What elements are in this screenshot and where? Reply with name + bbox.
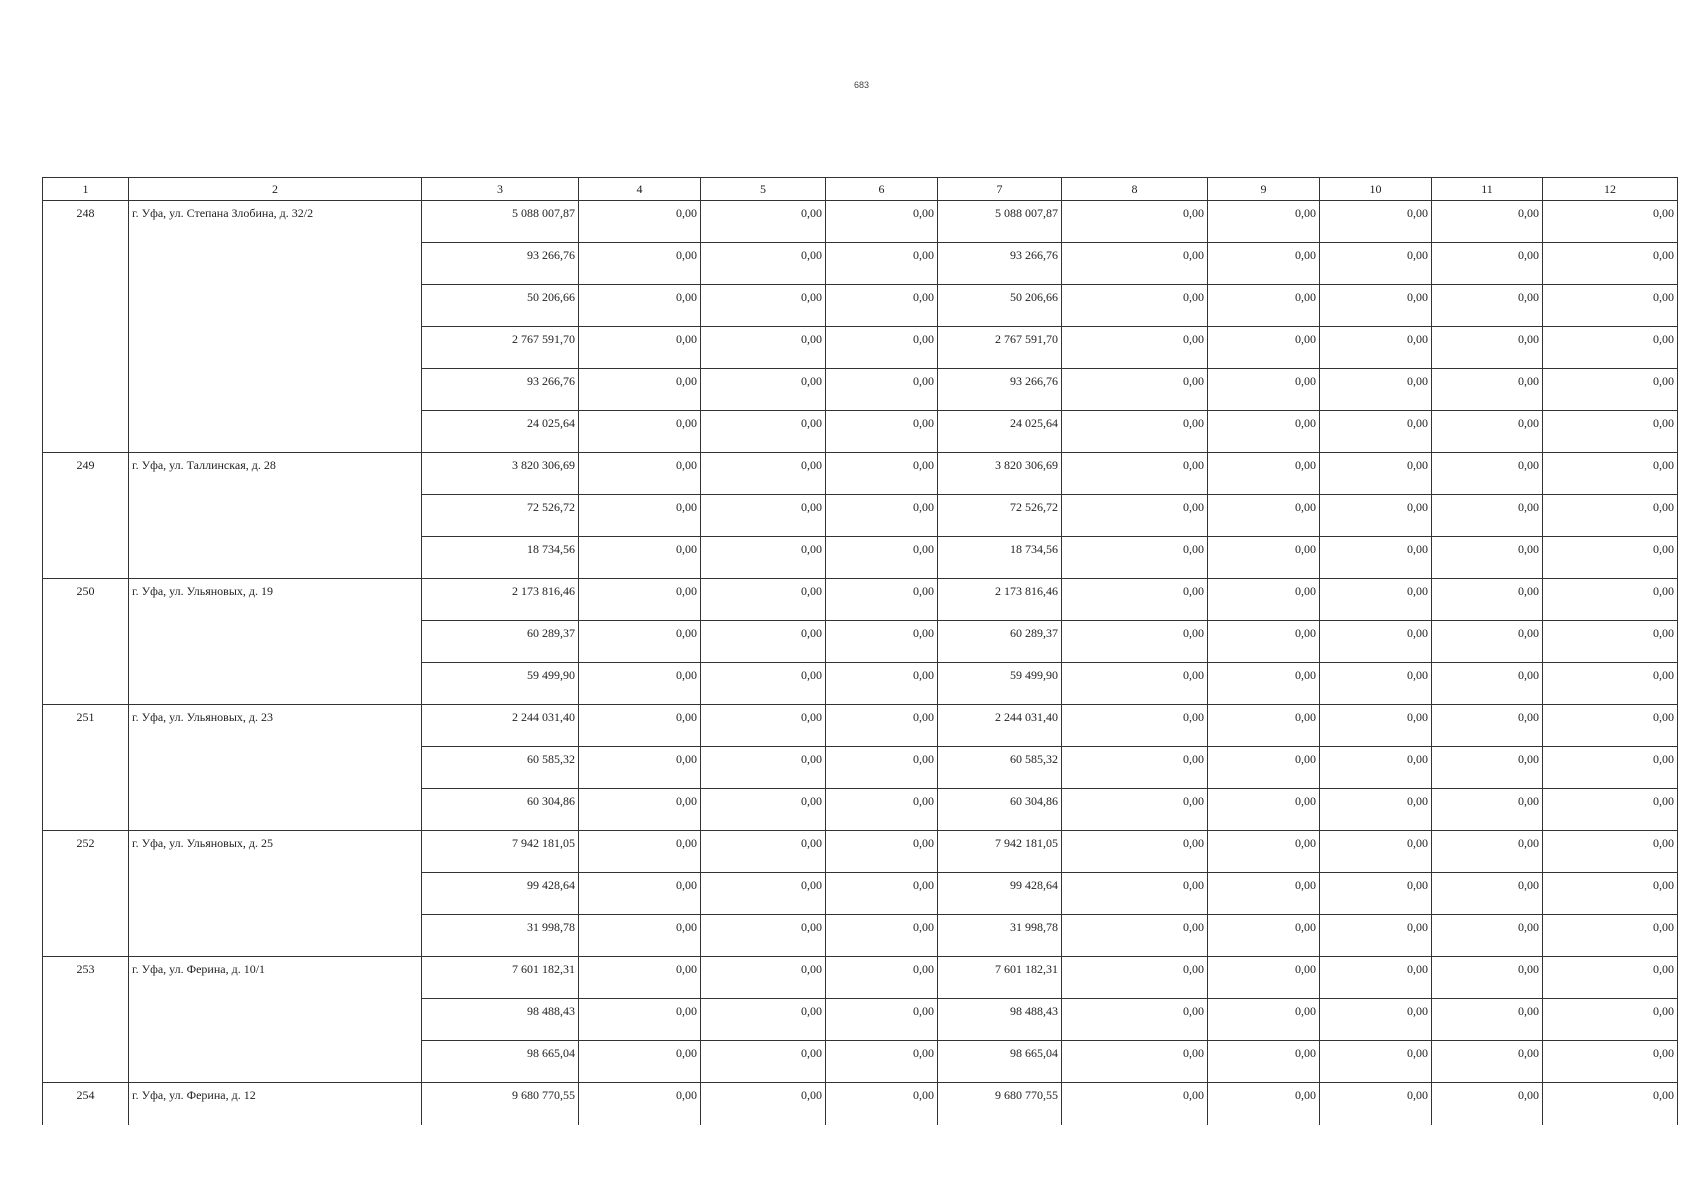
value-cell: 0,00 xyxy=(1432,957,1543,999)
value-cell: 0,00 xyxy=(1543,789,1678,831)
row-number: 249 xyxy=(43,453,129,579)
value-cell: 9 680 770,55 xyxy=(938,1083,1062,1125)
value-cell: 93 266,76 xyxy=(422,243,579,285)
value-cell: 0,00 xyxy=(1062,1041,1208,1083)
value-cell: 0,00 xyxy=(1062,915,1208,957)
value-cell: 0,00 xyxy=(1320,621,1432,663)
value-cell: 0,00 xyxy=(1062,201,1208,243)
value-cell: 93 266,76 xyxy=(938,369,1062,411)
value-cell: 0,00 xyxy=(1320,453,1432,495)
value-cell: 0,00 xyxy=(1320,285,1432,327)
value-cell: 93 266,76 xyxy=(938,243,1062,285)
value-cell: 0,00 xyxy=(1062,957,1208,999)
value-cell: 5 088 007,87 xyxy=(938,201,1062,243)
value-cell: 0,00 xyxy=(1208,747,1320,789)
value-cell: 0,00 xyxy=(1208,579,1320,621)
value-cell: 50 206,66 xyxy=(422,285,579,327)
value-cell: 0,00 xyxy=(1320,999,1432,1041)
value-cell: 0,00 xyxy=(1432,621,1543,663)
value-cell: 0,00 xyxy=(1062,453,1208,495)
value-cell: 0,00 xyxy=(1062,369,1208,411)
value-cell: 0,00 xyxy=(1062,789,1208,831)
address-cell: г. Уфа, ул. Степана Злобина, д. 32/2 xyxy=(129,201,422,453)
value-cell: 0,00 xyxy=(579,327,701,369)
value-cell: 0,00 xyxy=(701,831,826,873)
value-cell: 0,00 xyxy=(1208,201,1320,243)
value-cell: 0,00 xyxy=(1432,747,1543,789)
value-cell: 0,00 xyxy=(579,915,701,957)
table-row xyxy=(43,831,1678,873)
value-cell: 0,00 xyxy=(1432,789,1543,831)
value-cell: 0,00 xyxy=(1543,999,1678,1041)
value-cell: 0,00 xyxy=(826,663,938,705)
value-cell: 0,00 xyxy=(826,369,938,411)
value-cell: 0,00 xyxy=(1432,999,1543,1041)
value-cell: 0,00 xyxy=(1432,705,1543,747)
value-cell: 0,00 xyxy=(1320,705,1432,747)
value-cell: 0,00 xyxy=(1320,243,1432,285)
value-cell: 0,00 xyxy=(1543,495,1678,537)
value-cell: 0,00 xyxy=(1543,705,1678,747)
value-cell: 0,00 xyxy=(1543,747,1678,789)
value-cell: 0,00 xyxy=(826,705,938,747)
value-cell: 0,00 xyxy=(701,789,826,831)
value-cell: 0,00 xyxy=(1208,495,1320,537)
column-header: 3 xyxy=(422,178,579,201)
value-cell: 7 601 182,31 xyxy=(938,957,1062,999)
value-cell: 0,00 xyxy=(701,747,826,789)
value-cell: 0,00 xyxy=(1432,873,1543,915)
value-cell: 0,00 xyxy=(1062,663,1208,705)
value-cell: 0,00 xyxy=(1543,831,1678,873)
column-header: 5 xyxy=(701,178,826,201)
value-cell: 0,00 xyxy=(1432,537,1543,579)
value-cell: 0,00 xyxy=(826,1041,938,1083)
value-cell: 0,00 xyxy=(826,537,938,579)
value-cell: 0,00 xyxy=(579,789,701,831)
value-cell: 0,00 xyxy=(1320,327,1432,369)
value-cell: 0,00 xyxy=(1208,369,1320,411)
value-cell: 3 820 306,69 xyxy=(938,453,1062,495)
value-cell: 0,00 xyxy=(1208,789,1320,831)
value-cell: 60 289,37 xyxy=(422,621,579,663)
value-cell: 0,00 xyxy=(579,579,701,621)
value-cell: 0,00 xyxy=(701,453,826,495)
row-number: 251 xyxy=(43,705,129,831)
table-row xyxy=(43,705,1678,747)
value-cell: 0,00 xyxy=(701,243,826,285)
address-cell: г. Уфа, ул. Ферина, д. 12 xyxy=(129,1083,422,1125)
value-cell: 0,00 xyxy=(701,873,826,915)
table-row xyxy=(43,957,1678,999)
value-cell: 0,00 xyxy=(1062,1083,1208,1125)
value-cell: 18 734,56 xyxy=(938,537,1062,579)
header-row xyxy=(43,178,1678,201)
data-table xyxy=(42,177,1678,1125)
value-cell: 2 244 031,40 xyxy=(938,705,1062,747)
value-cell: 0,00 xyxy=(579,873,701,915)
value-cell: 0,00 xyxy=(579,411,701,453)
value-cell: 0,00 xyxy=(701,1083,826,1125)
value-cell: 0,00 xyxy=(1320,537,1432,579)
value-cell: 0,00 xyxy=(1432,201,1543,243)
address-cell: г. Уфа, ул. Ферина, д. 10/1 xyxy=(129,957,422,1083)
value-cell: 0,00 xyxy=(701,327,826,369)
table-row xyxy=(43,453,1678,495)
value-cell: 0,00 xyxy=(1320,831,1432,873)
value-cell: 0,00 xyxy=(1062,285,1208,327)
value-cell: 0,00 xyxy=(1543,915,1678,957)
value-cell: 0,00 xyxy=(1543,663,1678,705)
value-cell: 7 942 181,05 xyxy=(422,831,579,873)
table-row xyxy=(43,201,1678,243)
value-cell: 60 585,32 xyxy=(422,747,579,789)
value-cell: 3 820 306,69 xyxy=(422,453,579,495)
value-cell: 0,00 xyxy=(1432,915,1543,957)
value-cell: 98 488,43 xyxy=(422,999,579,1041)
value-cell: 0,00 xyxy=(1543,285,1678,327)
page-number: 683 xyxy=(853,80,870,90)
value-cell: 0,00 xyxy=(1432,411,1543,453)
value-cell: 98 488,43 xyxy=(938,999,1062,1041)
value-cell: 0,00 xyxy=(1543,369,1678,411)
value-cell: 0,00 xyxy=(826,873,938,915)
value-cell: 0,00 xyxy=(1208,1083,1320,1125)
value-cell: 0,00 xyxy=(1208,915,1320,957)
value-cell: 0,00 xyxy=(701,957,826,999)
value-cell: 9 680 770,55 xyxy=(422,1083,579,1125)
column-header: 8 xyxy=(1062,178,1208,201)
table-row xyxy=(43,1083,1678,1125)
value-cell: 0,00 xyxy=(1062,747,1208,789)
value-cell: 0,00 xyxy=(1320,1041,1432,1083)
value-cell: 0,00 xyxy=(1062,873,1208,915)
value-cell: 0,00 xyxy=(579,453,701,495)
value-cell: 0,00 xyxy=(1062,327,1208,369)
value-cell: 0,00 xyxy=(1320,411,1432,453)
value-cell: 60 585,32 xyxy=(938,747,1062,789)
value-cell: 0,00 xyxy=(579,999,701,1041)
value-cell: 0,00 xyxy=(826,747,938,789)
value-cell: 0,00 xyxy=(579,537,701,579)
value-cell: 0,00 xyxy=(826,495,938,537)
table-header xyxy=(43,178,1678,201)
value-cell: 0,00 xyxy=(826,789,938,831)
address-cell: г. Уфа, ул. Ульяновых, д. 19 xyxy=(129,579,422,705)
row-number: 253 xyxy=(43,957,129,1083)
value-cell: 0,00 xyxy=(701,285,826,327)
value-cell: 0,00 xyxy=(1432,495,1543,537)
column-header: 12 xyxy=(1543,178,1678,201)
value-cell: 0,00 xyxy=(579,747,701,789)
value-cell: 0,00 xyxy=(1432,1083,1543,1125)
value-cell: 0,00 xyxy=(579,285,701,327)
value-cell: 0,00 xyxy=(1432,285,1543,327)
table-body xyxy=(43,201,1678,1125)
value-cell: 0,00 xyxy=(701,621,826,663)
value-cell: 0,00 xyxy=(826,831,938,873)
value-cell: 0,00 xyxy=(1320,201,1432,243)
value-cell: 93 266,76 xyxy=(422,369,579,411)
value-cell: 0,00 xyxy=(1208,999,1320,1041)
value-cell: 0,00 xyxy=(1208,621,1320,663)
value-cell: 2 173 816,46 xyxy=(938,579,1062,621)
value-cell: 24 025,64 xyxy=(422,411,579,453)
address-cell: г. Уфа, ул. Ульяновых, д. 23 xyxy=(129,705,422,831)
value-cell: 31 998,78 xyxy=(938,915,1062,957)
value-cell: 0,00 xyxy=(1208,831,1320,873)
value-cell: 0,00 xyxy=(579,705,701,747)
value-cell: 0,00 xyxy=(1208,327,1320,369)
value-cell: 0,00 xyxy=(1208,537,1320,579)
value-cell: 0,00 xyxy=(579,495,701,537)
value-cell: 0,00 xyxy=(1432,453,1543,495)
value-cell: 0,00 xyxy=(579,663,701,705)
value-cell: 0,00 xyxy=(1208,453,1320,495)
column-header: 11 xyxy=(1432,178,1543,201)
value-cell: 24 025,64 xyxy=(938,411,1062,453)
value-cell: 0,00 xyxy=(1432,831,1543,873)
value-cell: 0,00 xyxy=(1062,243,1208,285)
value-cell: 0,00 xyxy=(1320,1083,1432,1125)
column-header: 9 xyxy=(1208,178,1320,201)
value-cell: 7 942 181,05 xyxy=(938,831,1062,873)
value-cell: 60 289,37 xyxy=(938,621,1062,663)
value-cell: 0,00 xyxy=(701,915,826,957)
value-cell: 0,00 xyxy=(1208,873,1320,915)
row-number: 254 xyxy=(43,1083,129,1125)
value-cell: 7 601 182,31 xyxy=(422,957,579,999)
value-cell: 0,00 xyxy=(1320,789,1432,831)
value-cell: 0,00 xyxy=(701,495,826,537)
value-cell: 0,00 xyxy=(1320,747,1432,789)
value-cell: 0,00 xyxy=(579,831,701,873)
value-cell: 0,00 xyxy=(701,411,826,453)
value-cell: 0,00 xyxy=(1320,957,1432,999)
value-cell: 0,00 xyxy=(1543,579,1678,621)
value-cell: 18 734,56 xyxy=(422,537,579,579)
value-cell: 0,00 xyxy=(1543,411,1678,453)
value-cell: 0,00 xyxy=(826,327,938,369)
value-cell: 0,00 xyxy=(1062,537,1208,579)
value-cell: 0,00 xyxy=(701,1041,826,1083)
value-cell: 60 304,86 xyxy=(422,789,579,831)
value-cell: 0,00 xyxy=(826,411,938,453)
value-cell: 0,00 xyxy=(1062,411,1208,453)
value-cell: 2 244 031,40 xyxy=(422,705,579,747)
row-number: 252 xyxy=(43,831,129,957)
value-cell: 0,00 xyxy=(1208,663,1320,705)
value-cell: 99 428,64 xyxy=(938,873,1062,915)
value-cell: 0,00 xyxy=(1432,369,1543,411)
value-cell: 0,00 xyxy=(701,201,826,243)
value-cell: 59 499,90 xyxy=(422,663,579,705)
value-cell: 0,00 xyxy=(1062,705,1208,747)
value-cell: 0,00 xyxy=(826,285,938,327)
column-header: 10 xyxy=(1320,178,1432,201)
value-cell: 0,00 xyxy=(701,537,826,579)
value-cell: 99 428,64 xyxy=(422,873,579,915)
value-cell: 0,00 xyxy=(1543,537,1678,579)
address-cell: г. Уфа, ул. Ульяновых, д. 25 xyxy=(129,831,422,957)
value-cell: 0,00 xyxy=(1320,915,1432,957)
value-cell: 0,00 xyxy=(826,957,938,999)
value-cell: 0,00 xyxy=(826,579,938,621)
table-row xyxy=(43,579,1678,621)
value-cell: 98 665,04 xyxy=(422,1041,579,1083)
value-cell: 0,00 xyxy=(1062,999,1208,1041)
value-cell: 0,00 xyxy=(1320,873,1432,915)
value-cell: 0,00 xyxy=(1432,1041,1543,1083)
column-header: 1 xyxy=(43,178,129,201)
value-cell: 98 665,04 xyxy=(938,1041,1062,1083)
value-cell: 0,00 xyxy=(1208,411,1320,453)
value-cell: 5 088 007,87 xyxy=(422,201,579,243)
value-cell: 0,00 xyxy=(1208,1041,1320,1083)
value-cell: 0,00 xyxy=(1320,369,1432,411)
value-cell: 0,00 xyxy=(579,1041,701,1083)
value-cell: 0,00 xyxy=(1062,579,1208,621)
value-cell: 0,00 xyxy=(579,957,701,999)
value-cell: 0,00 xyxy=(701,705,826,747)
column-header: 6 xyxy=(826,178,938,201)
value-cell: 0,00 xyxy=(826,621,938,663)
value-cell: 0,00 xyxy=(1208,957,1320,999)
value-cell: 0,00 xyxy=(579,369,701,411)
value-cell: 0,00 xyxy=(1320,495,1432,537)
value-cell: 0,00 xyxy=(1208,243,1320,285)
value-cell: 72 526,72 xyxy=(938,495,1062,537)
value-cell: 31 998,78 xyxy=(422,915,579,957)
value-cell: 0,00 xyxy=(701,999,826,1041)
column-header: 7 xyxy=(938,178,1062,201)
value-cell: 0,00 xyxy=(701,579,826,621)
value-cell: 0,00 xyxy=(1320,579,1432,621)
value-cell: 0,00 xyxy=(1543,201,1678,243)
value-cell: 0,00 xyxy=(826,243,938,285)
value-cell: 60 304,86 xyxy=(938,789,1062,831)
value-cell: 72 526,72 xyxy=(422,495,579,537)
value-cell: 0,00 xyxy=(1543,327,1678,369)
value-cell: 0,00 xyxy=(1543,1083,1678,1125)
value-cell: 0,00 xyxy=(579,201,701,243)
value-cell: 0,00 xyxy=(1543,873,1678,915)
value-cell: 0,00 xyxy=(1432,663,1543,705)
value-cell: 0,00 xyxy=(1543,957,1678,999)
value-cell: 0,00 xyxy=(1543,453,1678,495)
value-cell: 0,00 xyxy=(826,1083,938,1125)
value-cell: 0,00 xyxy=(1208,705,1320,747)
value-cell: 0,00 xyxy=(1062,621,1208,663)
value-cell: 0,00 xyxy=(1543,243,1678,285)
value-cell: 50 206,66 xyxy=(938,285,1062,327)
value-cell: 0,00 xyxy=(1062,495,1208,537)
column-header: 4 xyxy=(579,178,701,201)
value-cell: 0,00 xyxy=(701,663,826,705)
value-cell: 0,00 xyxy=(1208,285,1320,327)
value-cell: 0,00 xyxy=(579,1083,701,1125)
value-cell: 0,00 xyxy=(1543,1041,1678,1083)
value-cell: 0,00 xyxy=(1320,663,1432,705)
value-cell: 0,00 xyxy=(579,621,701,663)
value-cell: 59 499,90 xyxy=(938,663,1062,705)
value-cell: 0,00 xyxy=(826,453,938,495)
value-cell: 2 767 591,70 xyxy=(422,327,579,369)
value-cell: 0,00 xyxy=(1062,831,1208,873)
value-cell: 0,00 xyxy=(826,201,938,243)
value-cell: 0,00 xyxy=(826,999,938,1041)
value-cell: 2 173 816,46 xyxy=(422,579,579,621)
value-cell: 0,00 xyxy=(1432,243,1543,285)
row-number: 248 xyxy=(43,201,129,453)
value-cell: 0,00 xyxy=(1543,621,1678,663)
address-cell: г. Уфа, ул. Таллинская, д. 28 xyxy=(129,453,422,579)
value-cell: 0,00 xyxy=(701,369,826,411)
value-cell: 0,00 xyxy=(826,915,938,957)
value-cell: 0,00 xyxy=(579,243,701,285)
value-cell: 0,00 xyxy=(1432,579,1543,621)
column-header: 2 xyxy=(129,178,422,201)
row-number: 250 xyxy=(43,579,129,705)
value-cell: 0,00 xyxy=(1432,327,1543,369)
value-cell: 2 767 591,70 xyxy=(938,327,1062,369)
